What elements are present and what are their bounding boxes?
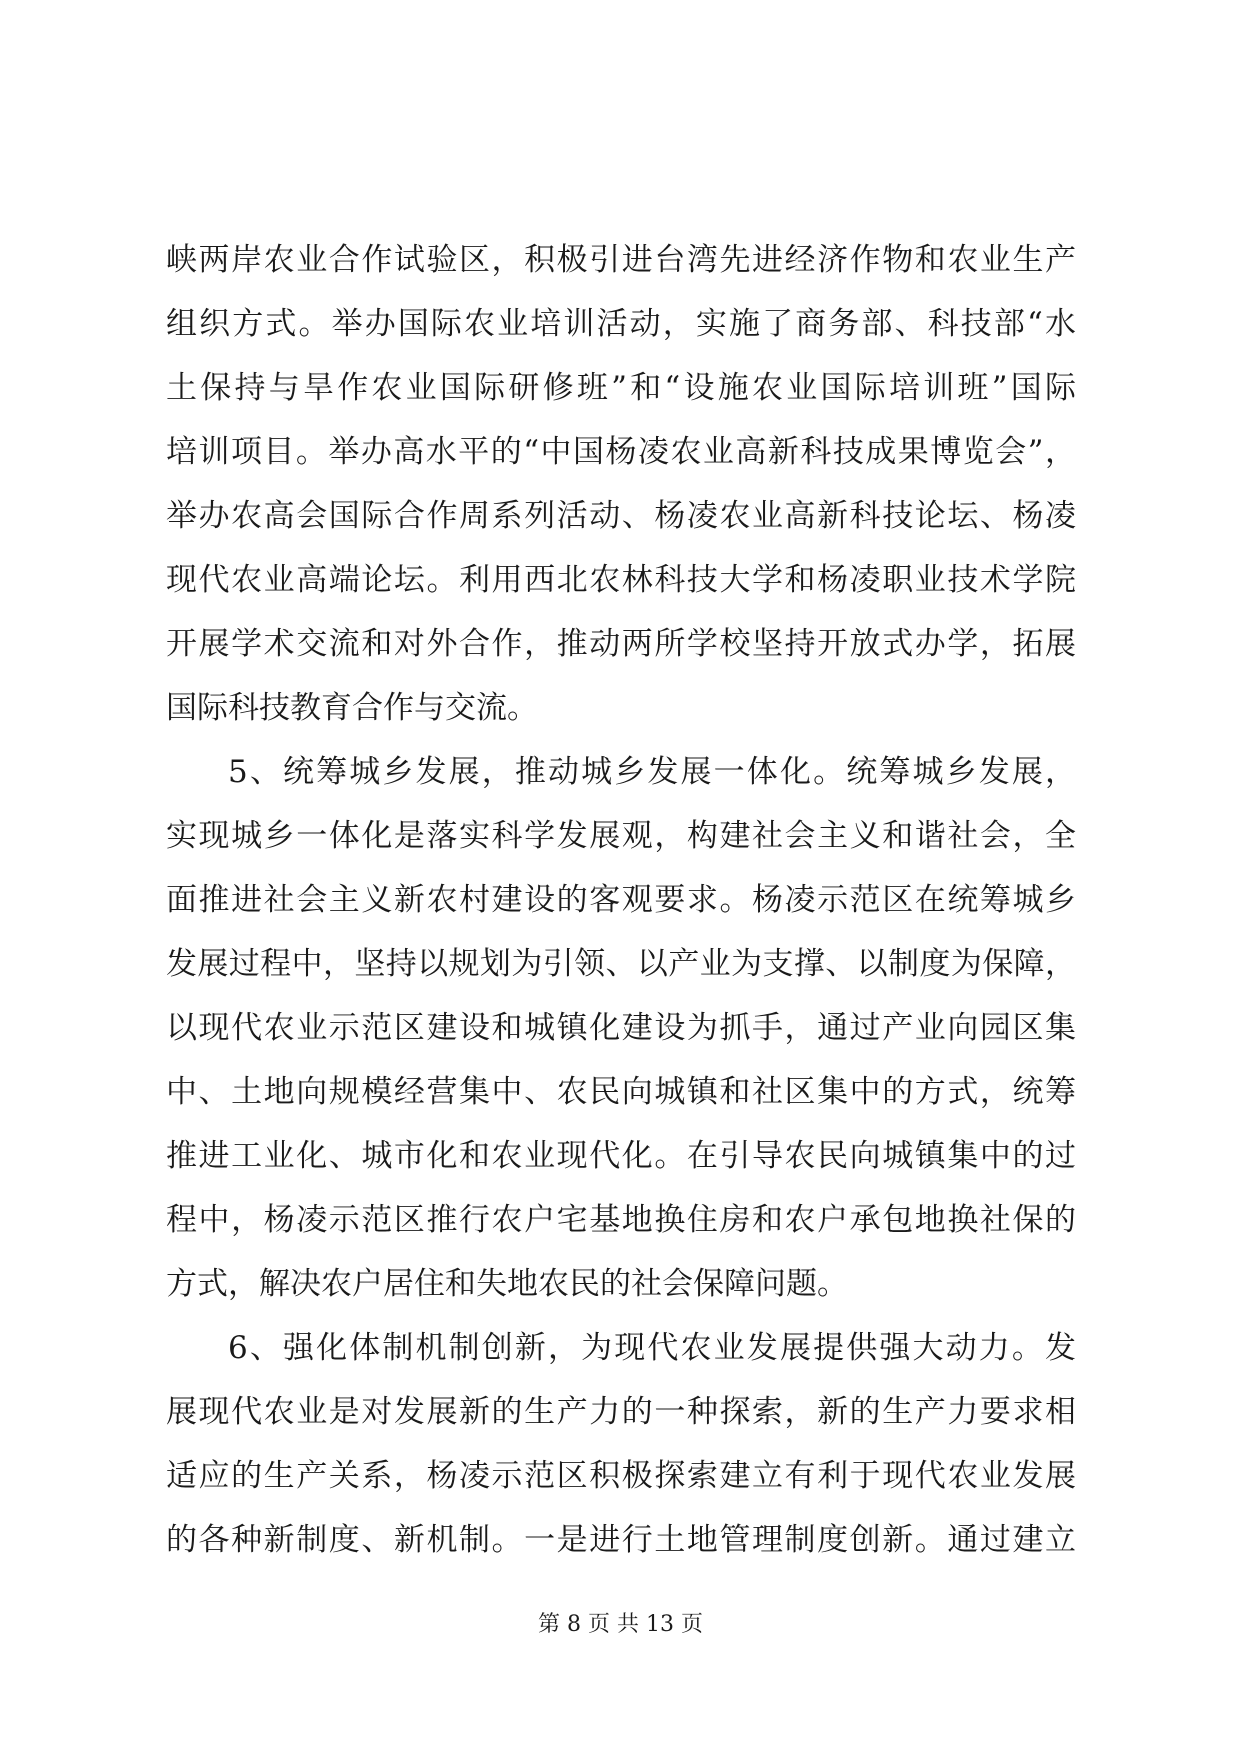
text-line: 峡两岸农业合作试验区，积极引进台湾先进经济作物和农业生产 xyxy=(166,242,1076,278)
text-line: 推进工业化、城市化和农业现代化。在引导农民向城镇集中的过 xyxy=(166,1138,1076,1174)
text-line: 组织方式。举办国际农业培训活动，实施了商务部、科技部“水 xyxy=(166,306,1076,342)
text-line: 举办农高会国际合作周系列活动、杨凌农业高新科技论坛、杨凌 xyxy=(166,498,1076,534)
body-text xyxy=(166,228,1076,1572)
text-line: 国际科技教育合作与交流。 xyxy=(166,690,538,726)
text-line: 6、强化体制机制创新，为现代农业发展提供强大动力。发 xyxy=(228,1330,1076,1366)
text-line: 发展过程中，坚持以规划为引领、以产业为支撑、以制度为保障， xyxy=(166,946,1076,982)
text-line: 培训项目。举办高水平的“中国杨凌农业高新科技成果博览会”， xyxy=(166,434,1076,470)
text-line: 土保持与旱作农业国际研修班”和“设施农业国际培训班”国际 xyxy=(166,370,1076,406)
text-line: 开展学术交流和对外合作，推动两所学校坚持开放式办学，拓展 xyxy=(166,626,1076,662)
text-line: 以现代农业示范区建设和城镇化建设为抓手，通过产业向园区集 xyxy=(166,1010,1076,1046)
text-line: 的各种新制度、新机制。一是进行土地管理制度创新。通过建立 xyxy=(166,1522,1076,1558)
text-line: 中、土地向规模经营集中、农民向城镇和社区集中的方式，统筹 xyxy=(166,1074,1076,1110)
text-line: 适应的生产关系，杨凌示范区积极探索建立有利于现代农业发展 xyxy=(166,1458,1076,1494)
text-line: 展现代农业是对发展新的生产力的一种探索，新的生产力要求相 xyxy=(166,1394,1076,1430)
text-line: 面推进社会主义新农村建设的客观要求。杨凌示范区在统筹城乡 xyxy=(166,882,1076,918)
text-line: 方式，解决农户居住和失地农民的社会保障问题。 xyxy=(166,1266,848,1302)
text-line: 5、统筹城乡发展，推动城乡发展一体化。统筹城乡发展， xyxy=(228,754,1076,790)
text-line: 实现城乡一体化是落实科学发展观，构建社会主义和谐社会，全 xyxy=(166,818,1076,854)
text-line: 现代农业高端论坛。利用西北农林科技大学和杨凌职业技术学院 xyxy=(166,562,1076,598)
page-number-footer: 第 8 页 共 13 页 xyxy=(538,1612,703,1637)
text-line: 程中，杨凌示范区推行农户宅基地换住房和农户承包地换社保的 xyxy=(166,1202,1076,1238)
